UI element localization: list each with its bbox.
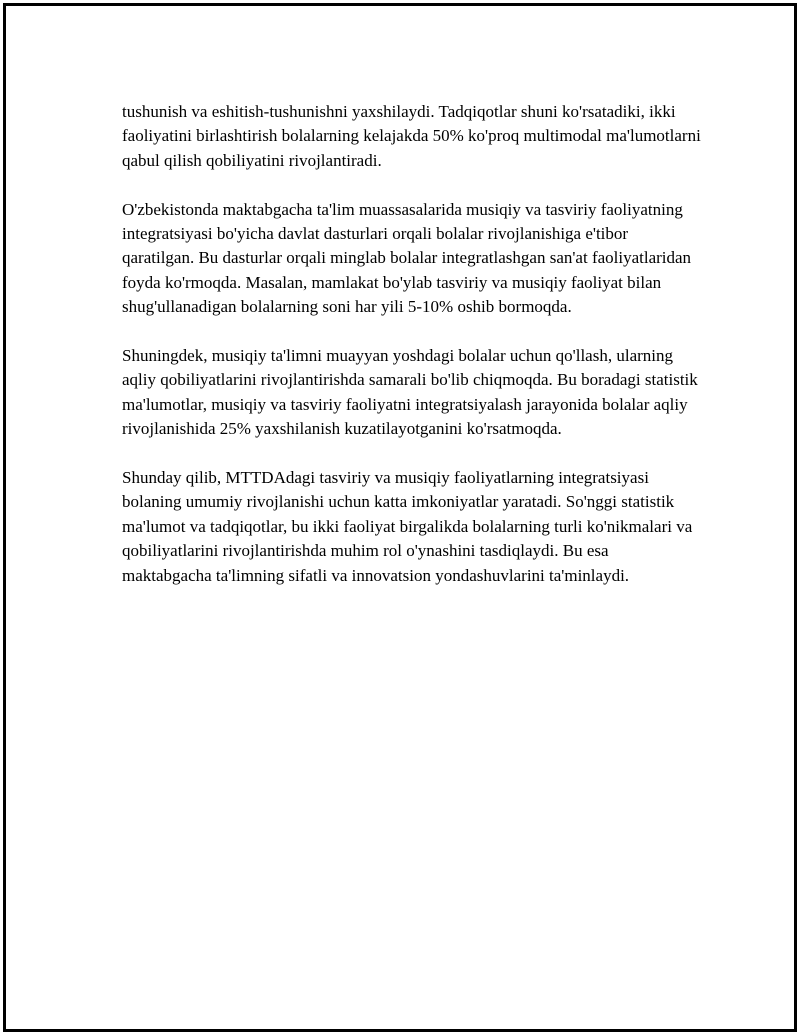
page-frame [3,3,797,1032]
paragraph-2: O'zbekistonda maktabgacha ta'lim muassasalarida musiqiy va tasviriy faoliyatning integratsiyasi bo'yicha davlat dasturlari orqali bolalar rivojlanishiga e'tibor qaratilgan. Bu dasturlar orqali minglab bolalar integratlashgan san'at faoliyatlaridan foyda ko'rmoqda. Masalan, mamlakat bo'ylab tasviriy va musiqiy faoliyat bilan shug'ullanadigan bolalarning soni har yili 5-10% oshib bormoqda. [122,199,692,317]
paragraph-3: Shuningdek, musiqiy ta'limni muayyan yoshdagi bolalar uchun qo'llash, ularning aqliy qobiliyatlarini rivojlantirishda samarali bo'lib chiqmoqda. Bu boradagi statistik ma'lumotlar, musiqiy va tasviriy faoliyatni integratsiyalash jarayonida bolalar aqliy rivojlanishida 25% yaxshilanish kuzatilayotganini ko'rsatmoqda. [122,346,698,439]
paragraph-4: Shunday qilib, MTTDAdagi tasviriy va musiqiy faoliyatlarning integratsiyasi bolaning umumiy rivojlanishi uchun katta imkoniyatlar yaratadi. So'nggi statistik ma'lumot va tadqiqotlar, bu ikki faoliyat birgalikda bolalarning turli ko'nikmalari va qobiliyatlarini rivojlantirishda muhim rol o'ynashini tasdiqlaydi. Bu esa maktabgacha ta'limning sifatli va innovatsion yondashuvlarini ta'minlaydi. [122,468,693,585]
document-body [122,100,702,612]
paragraph-1: tushunish va eshitish-tushunishni yaxshilaydi. Tadqiqotlar shuni ko'rsatadiki, ikki faoliyatini birlashtirish bolalarning kelajakda 50% ko'proq multimodal ma'lumotlarni qabul qilish qobiliyatini rivojlantiradi. [122,102,701,170]
